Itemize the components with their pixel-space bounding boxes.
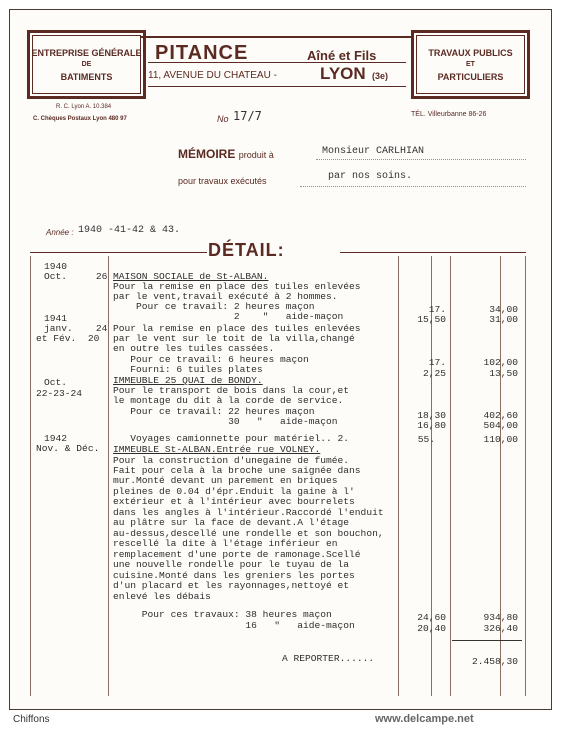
- rate-cell: 20,40: [417, 623, 446, 634]
- line-text: au-dessus,descellé une rondelle et son bouchon,: [113, 528, 384, 539]
- line-text: 16 " aide-maçon: [113, 620, 355, 631]
- column-line: [108, 256, 109, 696]
- line-text: Fait pour cela à la broche une saignée dans: [113, 465, 361, 476]
- memoire-heading: [178, 147, 274, 161]
- left-box-line-2: DE: [81, 60, 92, 68]
- amount-cell: 110,00: [483, 434, 518, 445]
- column-line: [30, 256, 31, 696]
- amount-cell: 102,00: [483, 357, 518, 368]
- line-text: Pour ce travail: 6 heures maçon: [113, 354, 309, 365]
- line-text: Pour la construction d'unegaine de fumée.: [113, 455, 350, 466]
- date-oct-26: Oct. 26: [44, 271, 108, 282]
- travaux-dotted-line: [300, 186, 526, 187]
- line-text: par le vent sur le toit de la villa,changé: [113, 333, 355, 344]
- line-text: extérieur et à l'intérieur avec bourrelets: [113, 496, 355, 507]
- line-text: en outre les tuiles cassées.: [113, 343, 275, 354]
- line-text: Pour ce travail: 22 heures maçon: [113, 406, 315, 417]
- travaux-value: par nos soins.: [328, 171, 413, 182]
- amount-cell: 402,60: [483, 410, 518, 421]
- date-nov-dec: Nov. & Déc.: [36, 443, 100, 454]
- detail-title: DÉTAIL:: [208, 240, 285, 260]
- total-rule: [452, 640, 522, 641]
- client-name: Monsieur CARLHIAN: [322, 146, 425, 157]
- report-label: A REPORTER......: [282, 653, 375, 664]
- line-immeuble-bondy: IMMEUBLE 25 QUAI de BONDY.: [113, 375, 263, 386]
- date-22-23-24: 22-23-24: [36, 388, 83, 399]
- date-1941: 1941: [44, 313, 68, 324]
- footer-seller: Chiffons: [13, 714, 50, 725]
- line-text: Fourni: 6 tuiles plates: [113, 364, 263, 375]
- date-oct: Oct.: [44, 377, 68, 388]
- amount-cell: 504,00: [483, 420, 518, 431]
- right-box-line-2: ET: [466, 60, 475, 68]
- line-text: Pour la remise en place des tuiles enlevées: [113, 323, 361, 334]
- line-text: Pour ces travaux: 38 heures maçon: [113, 609, 332, 620]
- date-1942: 1942: [44, 433, 68, 444]
- line-text: cuisine.Monté dans les greniers les portes: [113, 570, 355, 581]
- amount-cell: 31,00: [489, 314, 518, 325]
- line-immeuble-st-alban: IMMEUBLE St-ALBAN.Entrée rue VOLNEY.: [113, 444, 321, 455]
- line-text: Pour la remise en place des tuiles enlevées: [113, 281, 361, 292]
- client-dotted-line: [316, 159, 526, 160]
- header-bottom-rule: [148, 86, 406, 87]
- line-text: enlevé les débais: [113, 591, 211, 602]
- line-text: Pour le transport de bois dans la cour,et: [113, 385, 350, 396]
- company-address: 11, AVENUE DU CHATEAU -: [148, 70, 277, 81]
- annee-label: Année :: [46, 228, 74, 237]
- report-total: 2.458,30: [471, 656, 518, 667]
- column-line: [398, 256, 399, 696]
- number-value: 17/7: [233, 109, 262, 123]
- memoire-title: MÉMOIRE: [178, 147, 236, 161]
- line-text: rescellé la dite à l'étage inférieur en: [113, 538, 338, 549]
- left-box-line-1: ENTREPRISE GÉNÉRALE: [31, 47, 142, 58]
- date-1940: 1940: [44, 261, 68, 272]
- amount-cell: 326,40: [483, 623, 518, 634]
- company-name: PITANCE: [155, 42, 249, 64]
- column-line: [525, 256, 526, 696]
- amount-cell: 13,50: [489, 368, 518, 379]
- rate-cell: 17.: [428, 304, 446, 315]
- rate-cell: 2,25: [422, 368, 446, 379]
- amount-cell: 934,80: [483, 612, 518, 623]
- letterhead-right-box: [411, 30, 530, 99]
- rate-cell: 24,60: [417, 612, 446, 623]
- rate-cell: 55.: [417, 434, 435, 445]
- right-box-line-3: PARTICULIERS: [437, 71, 504, 82]
- company-arrondissement: (3e): [372, 71, 389, 81]
- detail-rule-right: [340, 252, 526, 253]
- right-box-line-1: TRAVAUX PUBLICS: [428, 47, 513, 58]
- memoire-produit: produit à: [238, 150, 274, 160]
- line-text: au plâtre sur la face de devant.A l'étage: [113, 517, 350, 528]
- line-text: une nouvelle rondelle pour le tuyau de la: [113, 559, 350, 570]
- line-text: mur.Monté devant un parement en briques: [113, 475, 338, 486]
- line-text: remplacement d'une porte de ramonage.Scellé: [113, 549, 361, 560]
- registre-commerce: R. C. Lyon A. 10.384: [56, 104, 112, 110]
- telephone: TÉL. Villeurbanne 86-26: [411, 111, 487, 118]
- letterhead-left-box: [27, 30, 146, 99]
- line-text: dans les angles à l'intérieur.Raccordé l'enduit: [113, 507, 384, 518]
- date-janv-24: janv. 24: [44, 323, 108, 334]
- line-text: par le vent,travail exécuté à 2 hommes.: [113, 291, 338, 302]
- line-text: d'un placard et les rayonnages,nettoyé et: [113, 580, 350, 591]
- company-suffix: Aîné et Fils: [307, 48, 377, 63]
- line-text: 30 " aide-maçon: [113, 416, 338, 427]
- rate-cell: 18,30: [417, 410, 446, 421]
- line-text: pleines de 0.04 d'épr.Enduit la gaine à l': [113, 486, 355, 497]
- cheques-postaux: C. Chèques Postaux Lyon 480 97: [33, 116, 127, 122]
- line-text: Pour ce travail: 2 heures maçon: [113, 301, 315, 312]
- date-fev-20: et Fév. 20: [36, 333, 100, 344]
- line-text: 2 " aide-maçon: [113, 311, 344, 322]
- line-text: le montage du dit à la corde de service.: [113, 395, 344, 406]
- line-maison-sociale: MAISON SOCIALE de St-ALBAN.: [113, 271, 269, 282]
- line-text: Voyages camionnette pour matériel.. 2.: [113, 433, 350, 444]
- column-line: [450, 256, 451, 696]
- left-box-line-3: BATIMENTS: [60, 71, 113, 82]
- rate-cell: 16,80: [417, 420, 446, 431]
- number-label: No: [217, 114, 229, 124]
- amount-cell: 34,00: [489, 304, 518, 315]
- rate-cell: 17.: [428, 357, 446, 368]
- header-top-rule: [140, 36, 412, 38]
- company-city: LYON: [320, 64, 366, 83]
- rate-cell: 15,50: [417, 314, 446, 325]
- annee-value: 1940 -41-42 & 43.: [78, 225, 181, 236]
- detail-rule-left: [30, 252, 207, 253]
- header-rule: [148, 62, 406, 63]
- footer-site: www.delcampe.net: [375, 713, 474, 725]
- travaux-label: pour travaux exécutés: [178, 176, 267, 186]
